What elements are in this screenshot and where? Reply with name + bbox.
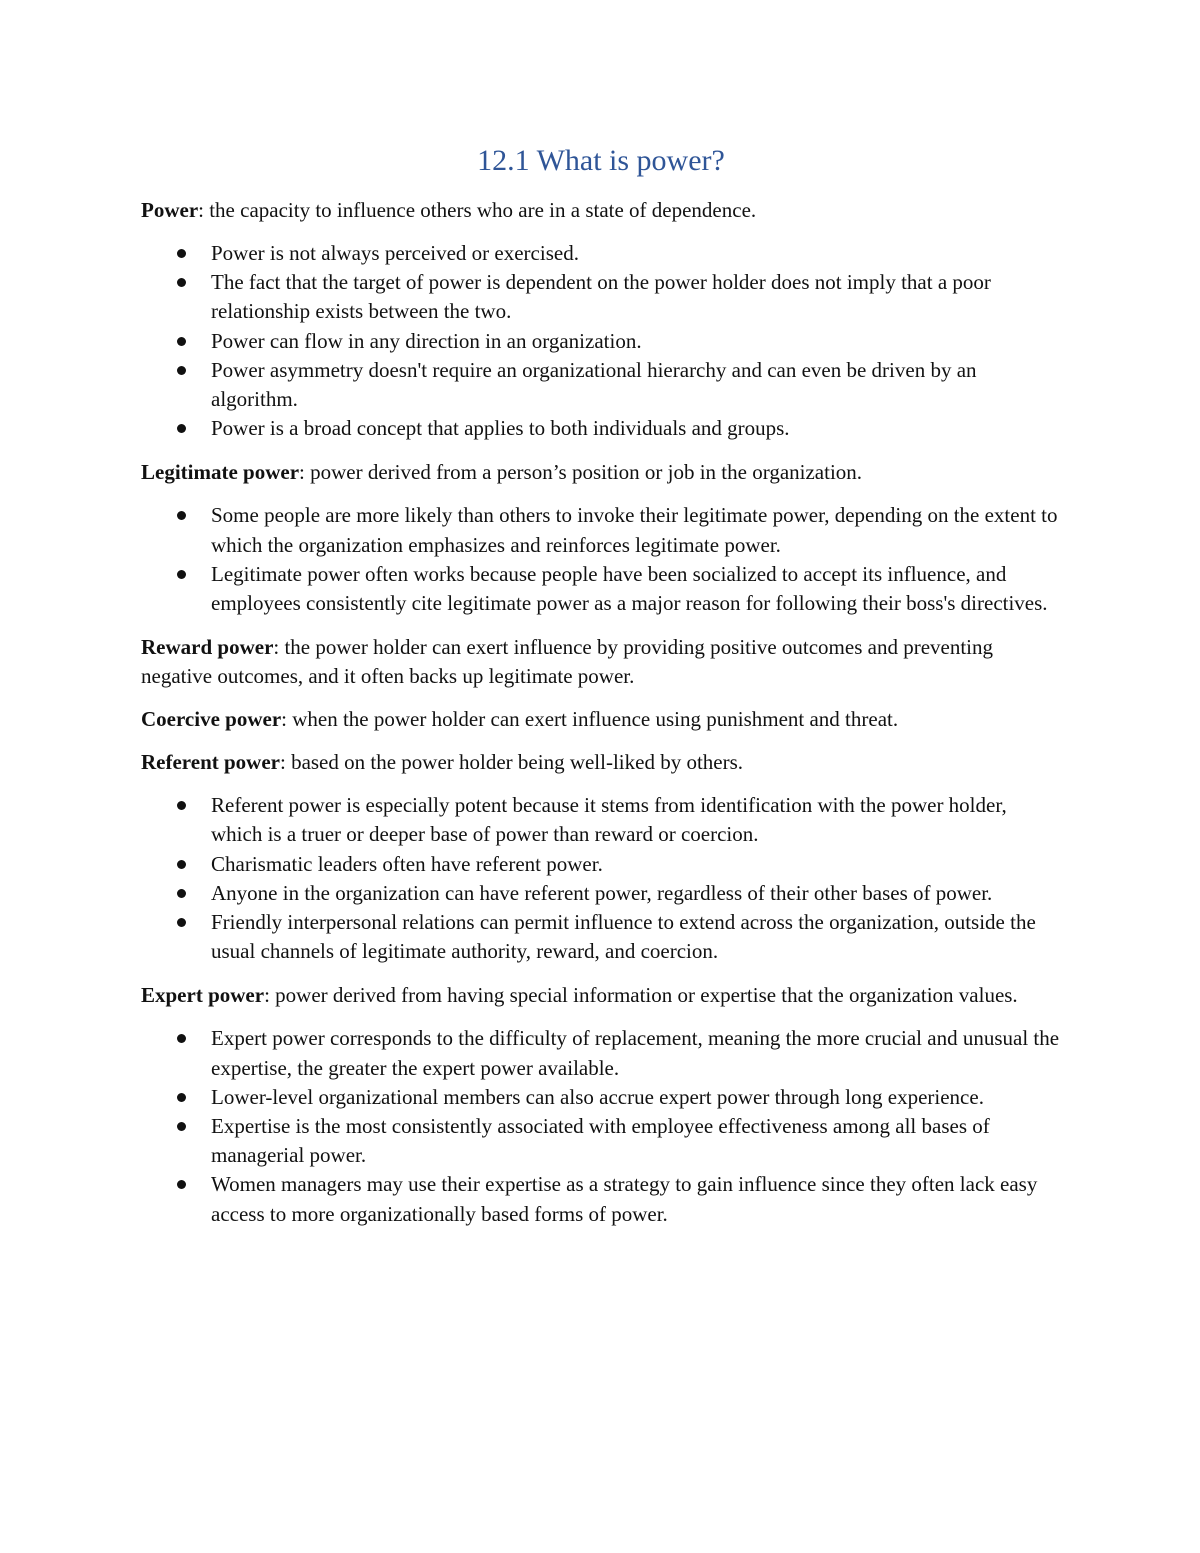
definition-text: : the capacity to influence others who are in a state of dependence. xyxy=(198,198,757,222)
list-item-text: Anyone in the organization can have referent power, regardless of their other bases of power. xyxy=(211,880,993,905)
list-item xyxy=(141,501,1061,559)
list-item xyxy=(141,1170,1061,1228)
list-item-text: Power asymmetry doesn't require an organizational hierarchy and can even be driven by an algorithm. xyxy=(211,357,977,412)
list-item xyxy=(141,1083,1061,1112)
bullet-icon xyxy=(177,918,186,927)
list-item-text: Some people are more likely than others to invoke their legitimate power, depending on the extent to which the organization emphasizes and reinforces legitimate power. xyxy=(211,503,1058,557)
list-item xyxy=(141,850,1061,879)
list-item xyxy=(141,879,1061,908)
definition-text: : power derived from having special information or expertise that the organization values. xyxy=(264,983,1018,1008)
term-label: Power xyxy=(141,198,199,222)
list-item-text: Lower-level organizational members can also accrue expert power through long experience. xyxy=(211,1084,984,1109)
bullet-icon xyxy=(177,1034,186,1043)
bullet-icon xyxy=(177,1122,186,1131)
list-item-text: Friendly interpersonal relations can permit influence to extend across the organization, outside the usual channels of legitimate authority, reward, and coercion. xyxy=(211,910,1036,964)
document-page xyxy=(141,142,1061,1244)
list-item xyxy=(141,239,1061,268)
list-item-text: Women managers may use their expertise as a strategy to gain influence since they often lack easy access to more organizationally based forms of power. xyxy=(211,1172,1038,1226)
list-item xyxy=(141,791,1061,849)
bullet-icon xyxy=(177,860,186,869)
definition-expert-power xyxy=(141,981,1061,1010)
list-item xyxy=(141,327,1061,356)
term-label: Referent power xyxy=(141,750,280,775)
list-item-text: Legitimate power often works because people have been socialized to accept its influence, and employees consistently cite legitimate power as a major reason for following their boss's directives. xyxy=(211,561,1048,616)
list-item xyxy=(141,414,1061,443)
definition-text: : the power holder can exert influence by providing positive outcomes and preventing negative outcomes, and it often backs up legitimate power. xyxy=(141,635,994,689)
bullet-list-referent-power xyxy=(141,791,1061,966)
bullet-list-expert-power xyxy=(141,1024,1061,1228)
definition-reward-power xyxy=(141,633,1061,691)
bullet-icon xyxy=(177,889,186,898)
bullet-list-legitimate-power xyxy=(141,501,1061,618)
list-item-text: Power can flow in any direction in an organization. xyxy=(211,328,642,353)
list-item-text: Power is a broad concept that applies to both individuals and groups. xyxy=(211,416,790,441)
bullet-icon xyxy=(177,570,186,579)
term-label: Coercive power xyxy=(141,707,282,732)
list-item xyxy=(141,560,1061,618)
bullet-icon xyxy=(177,1180,186,1189)
bullet-icon xyxy=(177,337,186,346)
bullet-icon xyxy=(177,366,186,375)
definition-text: : power derived from a person’s position or job in the organization. xyxy=(299,460,863,485)
list-item xyxy=(141,1024,1061,1082)
definition-referent-power xyxy=(141,748,1061,777)
list-item-text: Power is not always perceived or exercised. xyxy=(211,241,579,265)
list-item xyxy=(141,356,1061,414)
page-title: 12.1 What is power? xyxy=(477,144,725,177)
bullet-icon xyxy=(177,249,186,258)
list-item-text: Expert power corresponds to the difficulty of replacement, meaning the more crucial and unusual the expertise, the greater the expert power available. xyxy=(211,1026,1060,1080)
term-label: Reward power xyxy=(141,635,274,660)
bullet-list-power xyxy=(141,239,1061,443)
definition-legitimate-power xyxy=(141,458,1061,487)
list-item xyxy=(141,908,1061,966)
term-label: Legitimate power xyxy=(141,460,300,485)
list-item xyxy=(141,1112,1061,1170)
bullet-icon xyxy=(177,424,186,433)
term-label: Expert power xyxy=(141,983,265,1008)
list-item xyxy=(141,268,1061,326)
list-item-text: Expertise is the most consistently associated with employee effectiveness among all bases of managerial power. xyxy=(211,1114,990,1168)
list-item-text: Referent power is especially potent because it stems from identification with the power holder, which is a truer or deeper base of power than reward or coercion. xyxy=(211,793,1007,847)
list-item-text: Charismatic leaders often have referent power. xyxy=(211,851,603,876)
definition-coercive-power xyxy=(141,705,1061,734)
definition-text: : when the power holder can exert influence using punishment and threat. xyxy=(281,707,899,732)
definition-power xyxy=(141,196,1061,225)
definition-text: : based on the power holder being well-liked by others. xyxy=(279,750,744,775)
bullet-icon xyxy=(177,511,186,520)
list-item-text: The fact that the target of power is dependent on the power holder does not imply that a poor relationship exists between the two. xyxy=(211,270,991,324)
bullet-icon xyxy=(177,1093,186,1102)
bullet-icon xyxy=(177,801,186,810)
bullet-icon xyxy=(177,278,186,287)
